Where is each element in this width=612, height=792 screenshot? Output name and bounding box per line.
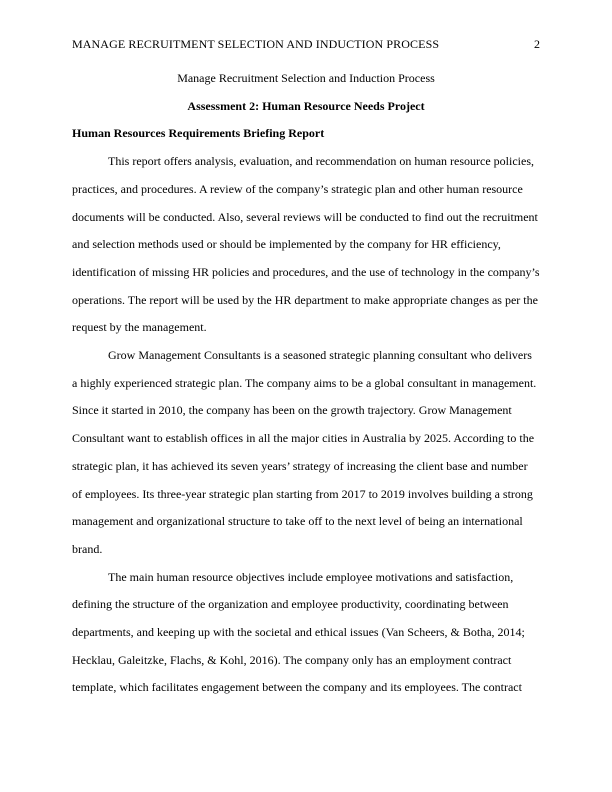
section-heading: Human Resources Requirements Briefing Report bbox=[72, 126, 325, 141]
document-title: Manage Recruitment Selection and Induction Process bbox=[177, 71, 435, 85]
document-subtitle: Assessment 2: Human Resource Needs Project bbox=[187, 98, 425, 113]
document-body bbox=[72, 65, 540, 702]
running-head-title: MANAGE RECRUITMENT SELECTION AND INDUCTION PROCESS bbox=[72, 37, 440, 51]
body-paragraph: This report offers analysis, evaluation, and recommendation on human resource policies, practices, and procedures. A review of the company’s strategic plan and other human resource documents will be conducted. Also, several reviews will be conducted to find out the recruitment and selection methods used or should be implemented by the company for HR efficiency, identification of missing HR policies and procedures, and the use of technology in the company’s operations. The report will be used by the HR department to make appropriate changes as per the request by the management. bbox=[72, 154, 540, 335]
body-paragraph: The main human resource objectives include employee motivations and satisfaction, defining the structure of the organization and employee productivity, coordinating between departments, and keeping up with the societal and ethical issues (Van Scheers, & Botha, 2014; Hecklau, Galeitzke, Flachs, & Kohl, 2016). The company only has an employment contract template, which facilitates engagement between the company and its employees. The contract bbox=[72, 569, 525, 695]
running-head bbox=[72, 36, 540, 52]
page-number: 2 bbox=[534, 37, 540, 51]
body-paragraph: Grow Management Consultants is a seasoned strategic planning consultant who delivers a highly experienced strategic plan. The company aims to be a global consultant in management. Since it started in 2010, the company has been on the growth trajectory. Grow Management Consultant want to establish offices in all the major cities in Australia by 2025. According to the strategic plan, it has achieved its seven years’ strategy of increasing the client base and number of employees. Its three-year strategic plan starting from 2017 to 2019 involves building a strong management and organizational structure to take off to the next level of being an international brand. bbox=[72, 348, 537, 556]
